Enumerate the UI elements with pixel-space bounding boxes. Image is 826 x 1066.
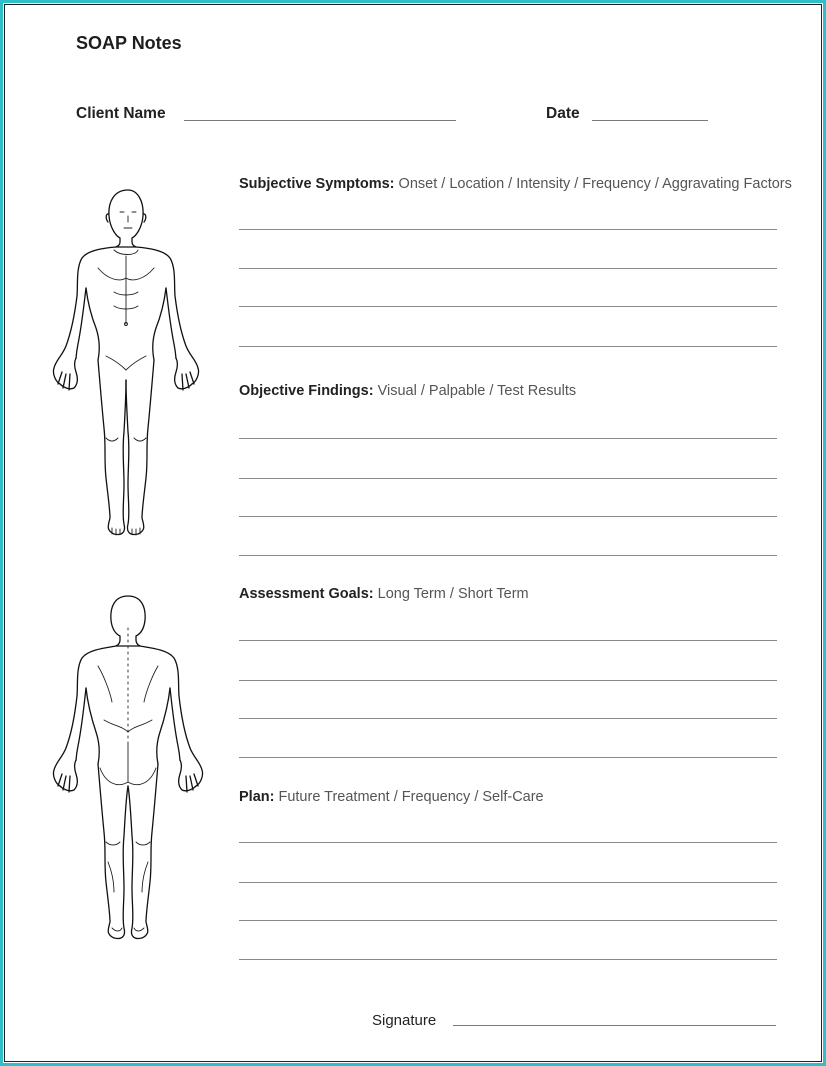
form-title: SOAP Notes [76, 33, 182, 53]
objective-line-4[interactable] [239, 555, 777, 556]
plan-line-1[interactable] [239, 842, 777, 843]
section-plan [239, 789, 544, 805]
section-hint: Onset / Location / Intensity / Frequency / Aggravating Factors [398, 176, 792, 192]
assessment-line-2[interactable] [239, 680, 777, 681]
plan-line-2[interactable] [239, 882, 777, 883]
client-name-field[interactable] [184, 120, 456, 121]
plan-line-4[interactable] [239, 959, 777, 960]
body-back-icon [48, 592, 208, 952]
objective-line-1[interactable] [239, 438, 777, 439]
subjective-line-1[interactable] [239, 229, 777, 230]
date-field[interactable] [592, 120, 708, 121]
signature-label: Signature [372, 1012, 437, 1029]
section-heading: Plan: [239, 789, 275, 805]
assessment-line-1[interactable] [239, 640, 777, 641]
assessment-line-4[interactable] [239, 757, 777, 758]
section-heading: Subjective Symptoms: [239, 176, 395, 192]
section-heading: Assessment Goals: [239, 586, 374, 602]
section-hint: Visual / Palpable / Test Results [377, 383, 577, 399]
section-subjective [239, 176, 792, 192]
section-hint: Long Term / Short Term [377, 586, 529, 602]
body-front-icon [48, 184, 208, 544]
section-hint: Future Treatment / Frequency / Self-Care [278, 789, 544, 805]
subjective-line-3[interactable] [239, 306, 777, 307]
subjective-line-4[interactable] [239, 346, 777, 347]
section-assessment [239, 586, 529, 602]
section-objective [239, 383, 576, 399]
client-name-label: Client Name [76, 105, 166, 122]
subjective-line-2[interactable] [239, 268, 777, 269]
signature-field[interactable] [453, 1025, 776, 1026]
objective-line-3[interactable] [239, 516, 777, 517]
objective-line-2[interactable] [239, 478, 777, 479]
assessment-line-3[interactable] [239, 718, 777, 719]
section-heading: Objective Findings: [239, 383, 374, 399]
plan-line-3[interactable] [239, 920, 777, 921]
date-label: Date [546, 105, 580, 122]
